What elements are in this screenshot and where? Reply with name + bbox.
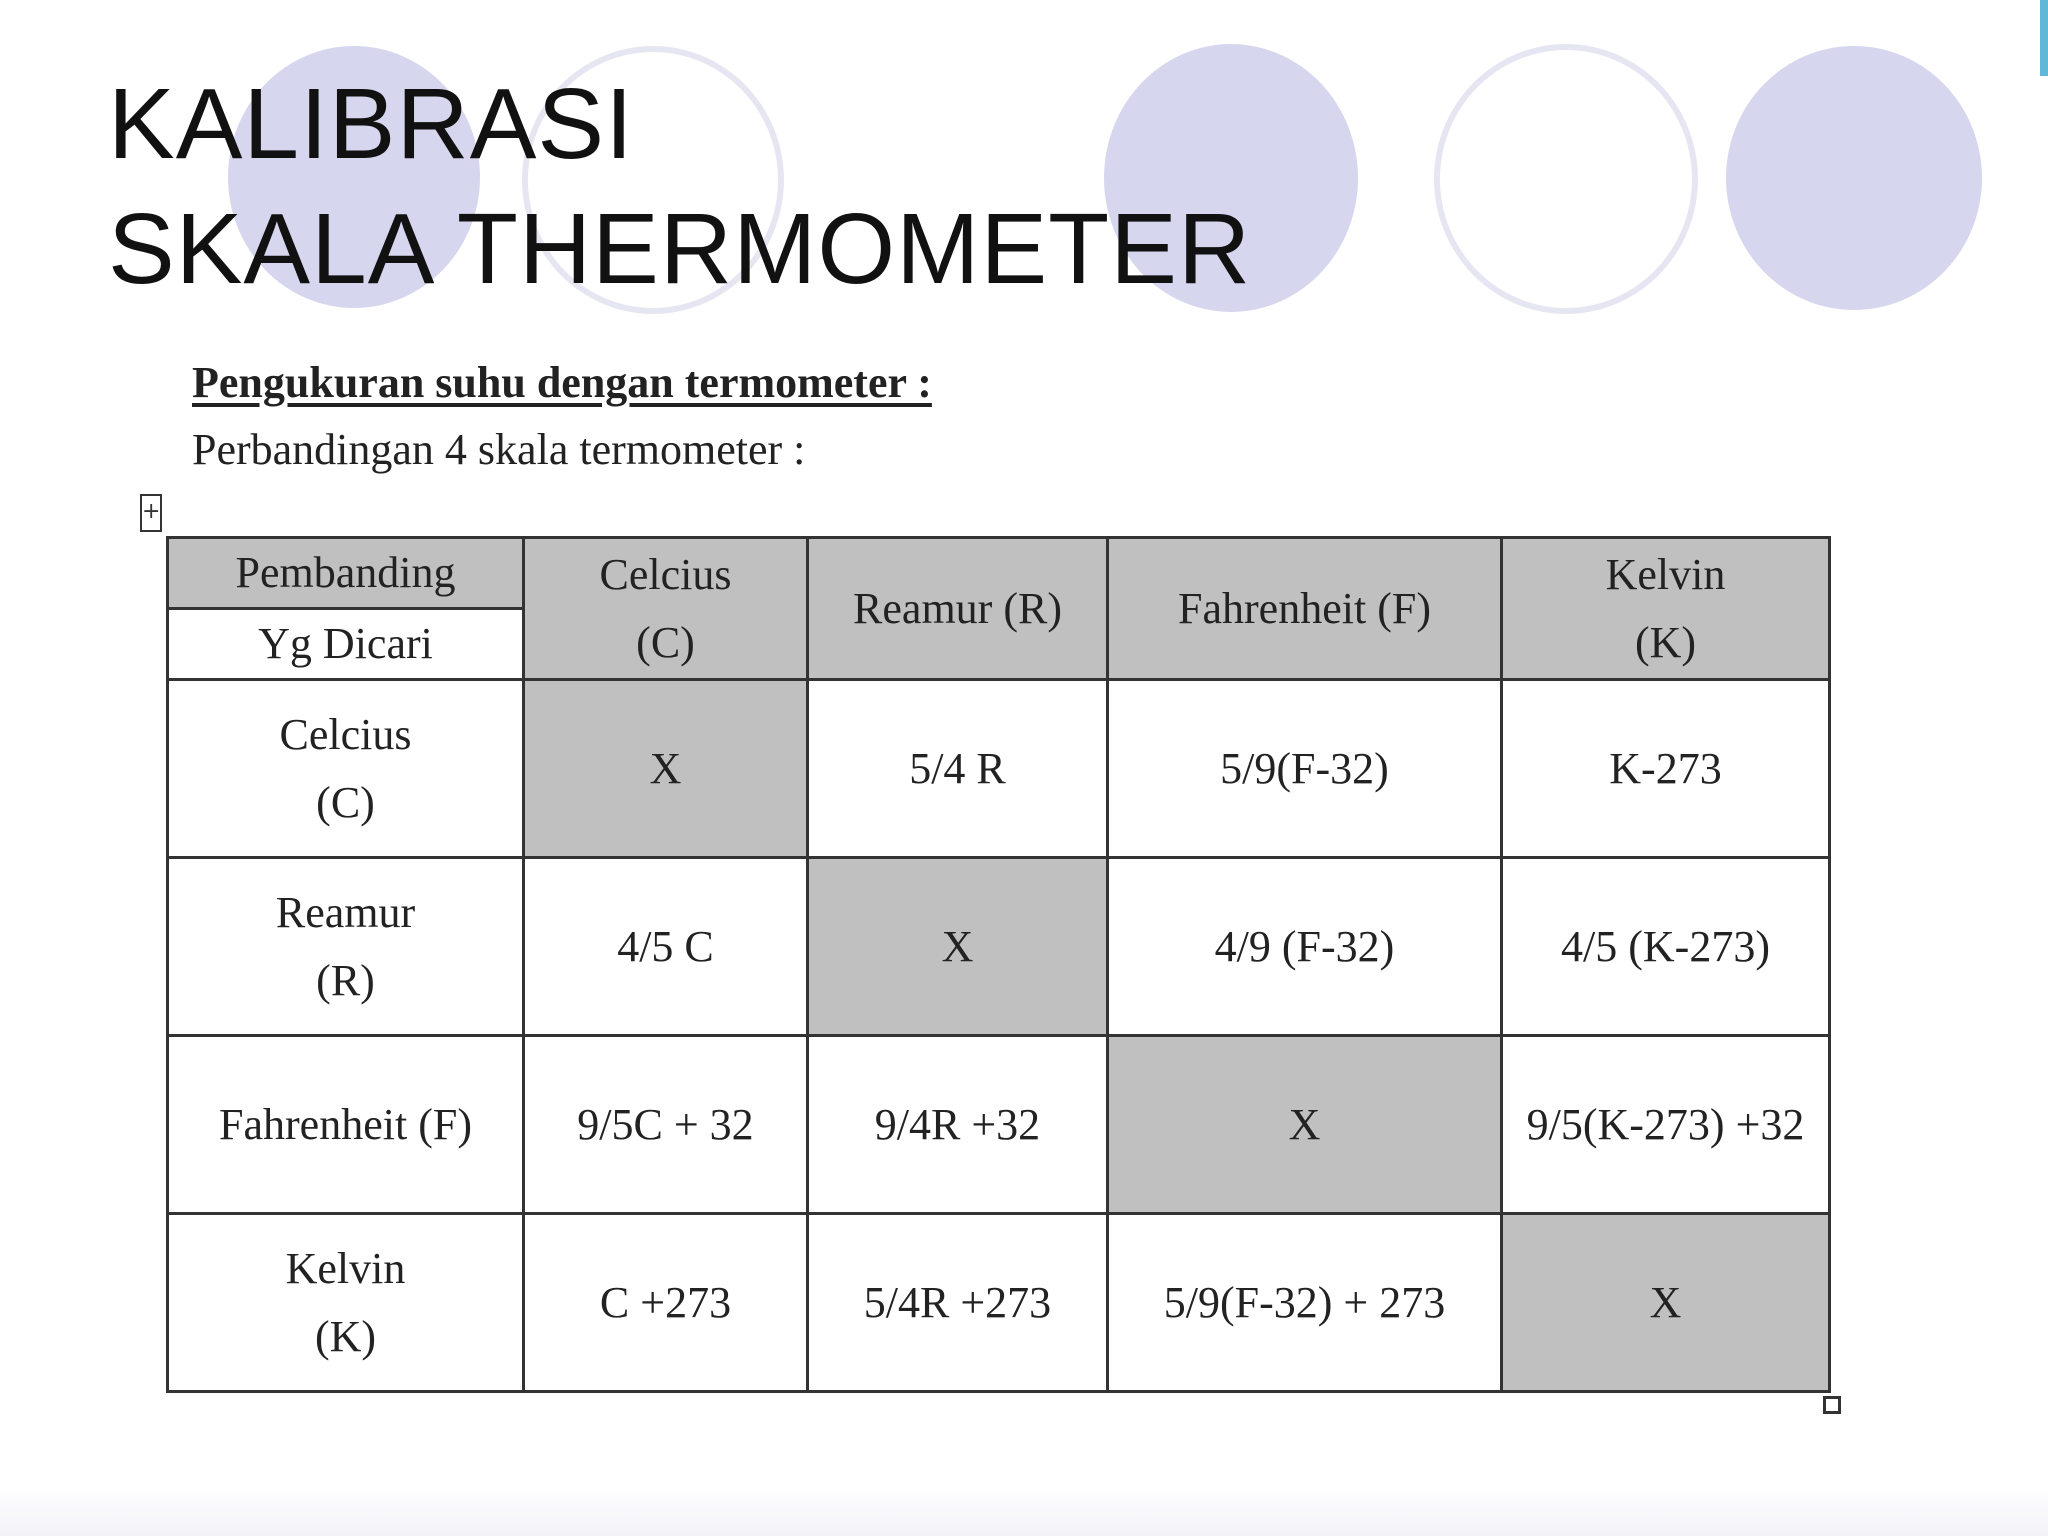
table-cell: 4/5 C — [524, 858, 808, 1036]
slide-title — [108, 62, 1251, 312]
title-line-2: SKALA THERMOMETER — [108, 193, 1252, 305]
table-cell: C +273 — [524, 1214, 808, 1392]
row-header-line2: (R) — [316, 955, 375, 1005]
table-cell: X — [1108, 1036, 1502, 1214]
corner-header-sought: Yg Dicari — [168, 609, 524, 680]
table-cell: 9/4R +32 — [808, 1036, 1108, 1214]
table-cell: K-273 — [1502, 680, 1830, 858]
table-resize-handle[interactable] — [1823, 1396, 1841, 1414]
conversion-table — [166, 536, 1831, 1393]
title-line-1: KALIBRASI — [108, 68, 634, 180]
table-cell: 5/4R +273 — [808, 1214, 1108, 1392]
table-cell: 5/4 R — [808, 680, 1108, 858]
table-move-handle-icon[interactable]: + — [140, 494, 162, 532]
row-header-line2: (K) — [314, 1311, 377, 1361]
edge-accent — [2040, 0, 2048, 76]
row-header-line1: Kelvin — [285, 1243, 406, 1293]
subheading: Pengukuran suhu dengan termometer : — [192, 358, 932, 407]
column-header — [808, 538, 1108, 680]
column-header — [1108, 538, 1502, 680]
table-row — [168, 680, 1830, 858]
row-header-line1: Fahrenheit (F) — [219, 1099, 472, 1149]
column-header-line1: Kelvin — [1605, 549, 1726, 599]
column-header-line1: Reamur (R) — [853, 583, 1062, 633]
column-header-line2: (C) — [636, 617, 695, 667]
table-cell: 5/9(F-32) — [1108, 680, 1502, 858]
table-cell: 4/9 (F-32) — [1108, 858, 1502, 1036]
table-cell: 4/5 (K-273) — [1502, 858, 1830, 1036]
corner-header-compare: Pembanding — [168, 538, 524, 609]
bottom-band — [0, 1486, 2048, 1536]
row-header — [168, 1036, 524, 1214]
intro-text: Perbandingan 4 skala termometer : — [192, 425, 806, 474]
table-cell: X — [1502, 1214, 1830, 1392]
row-header — [168, 858, 524, 1036]
column-header-line1: Fahrenheit (F) — [1178, 583, 1431, 633]
table-row — [168, 1036, 1830, 1214]
row-header — [168, 1214, 524, 1392]
column-header — [1502, 538, 1830, 680]
column-header-line2: (K) — [1634, 617, 1697, 667]
table-row — [168, 1214, 1830, 1392]
table-row — [168, 858, 1830, 1036]
row-header-line1: Reamur — [275, 887, 416, 937]
table-cell: 9/5(K-273) +32 — [1502, 1036, 1830, 1214]
table-cell: 5/9(F-32) + 273 — [1108, 1214, 1502, 1392]
decorative-circle — [1726, 46, 1982, 310]
decorative-ring — [1434, 44, 1698, 314]
row-header-line1: Celcius — [279, 709, 412, 759]
table-cell: 9/5C + 32 — [524, 1036, 808, 1214]
table-cell: X — [808, 858, 1108, 1036]
column-header — [524, 538, 808, 680]
header-row — [168, 538, 1830, 609]
row-header-line2: (C) — [316, 777, 375, 827]
column-header-line1: Celcius — [599, 549, 732, 599]
table-cell: X — [524, 680, 808, 858]
row-header — [168, 680, 524, 858]
